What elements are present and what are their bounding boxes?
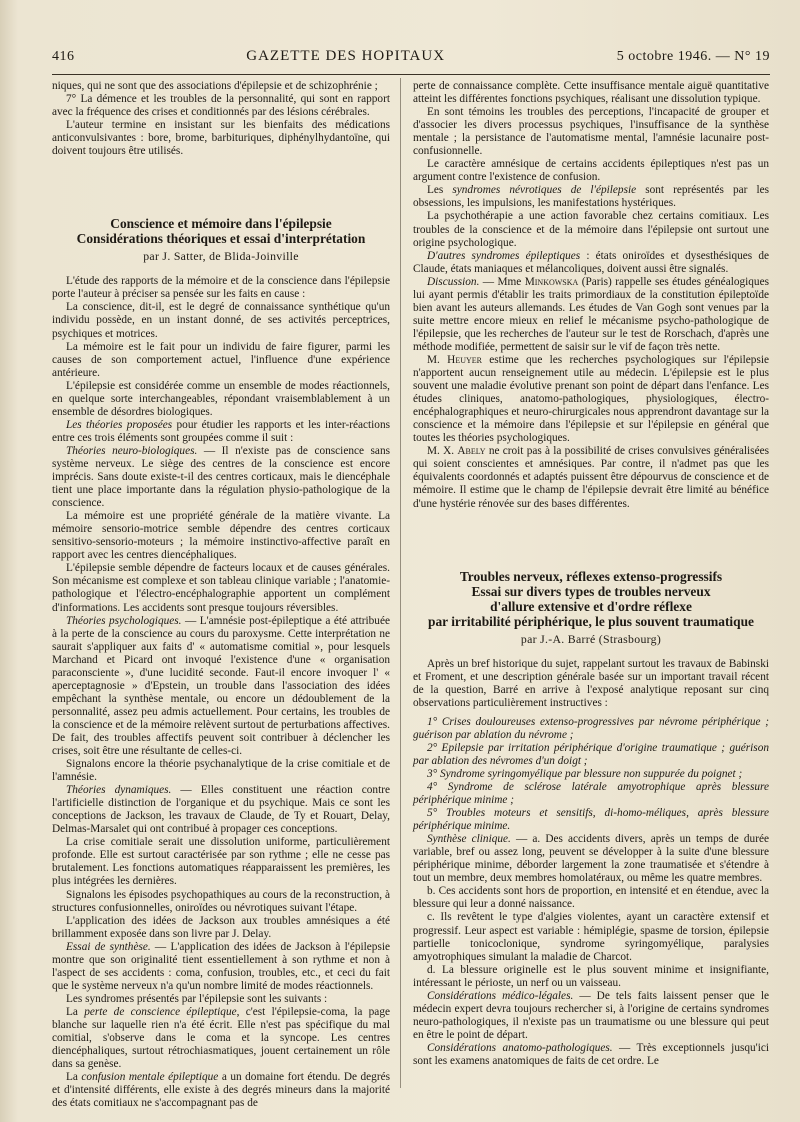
person-name: Minkowska (524, 275, 579, 288)
paragraph-text: — De tels faits laissent penser que le médecin expert devra toujours rechercher si, à l'origine de certains syndromes neuro-pathologiques, il n'existe pas un traumatisme ou une blessure qui peut en être le point de départ. (413, 989, 769, 1041)
paragraph-text: — Elles constituent une réaction contre l'artificielle distinction de l'organique et du psychique. Mais ce sont les conceptions de Jackson, les travaux de Claude, de Ty et Rouart, Delay, Delmas-Marsalet qui ont contribué à propager ces conceptions. (52, 784, 390, 836)
paragraph: Après un bref historique du sujet, rappelant surtout les travaux de Babinski et Froment, et une description générale basée sur un important travail récent de la question, Barré en arrive à l'exposé analytique reposant sur cinq observations particulièrement instructives : (413, 657, 769, 709)
paragraph: La conscience, dit-il, est le degré de connaissance synthétique qu'un individu possède, en un instant donné, de ses activités perceptrices, psychiques et motrices. (52, 301, 390, 340)
paragraph (52, 784, 390, 836)
right-column (413, 80, 769, 1068)
emphasis: syndromes névrotiques de l'épilepsie (452, 184, 637, 197)
article-title-line: Troubles nerveux, réflexes extenso-progressifs (459, 568, 723, 584)
article-title-line: Conscience et mémoire dans l'épilepsie (110, 216, 332, 232)
paragraph-text: estime que les recherches psychologiques sur l'épilepsie n'apportent aucun renseignement utile au médecin. L'épilepsie est le plus souvent une maladie évolutive prenant son point de départ dans l'enfance. Les études cliniques, anatomo-pathologiques, physiologiques, électro-encéphalographiques et neuro-chirurgicales nous apprendront davantage sur la conscience et la mémoire dans l'épilepsie et sur l'épilepsie en général que toutes les théories psychologiques. (413, 353, 769, 445)
section-heading: Synthèse clinique. (427, 833, 511, 846)
paragraph (413, 276, 769, 354)
list-item (413, 768, 769, 781)
paragraph (413, 445, 769, 510)
page-number: 416 (52, 49, 75, 64)
paragraph (52, 445, 390, 510)
section-heading: Considérations médico-légales. (427, 989, 574, 1002)
paragraph-text: M. X. (427, 445, 458, 458)
paragraph-text: — a. Des accidents divers, après un temps de durée variable, bref ou assez long, peuvent se développer à la suite d'une blessure périphérique minime, déborder largement la zone traumatisée et s'étendre à tout un membre, deux membres homolatéraux, ou même les quatre membres. (413, 833, 769, 885)
article-title-line: par irritabilité périphérique, le plus souvent traumatique (428, 613, 754, 629)
section-heading: Théories dynamiques. (66, 784, 172, 797)
paragraph: Le caractère amnésique de certains accidents épileptiques n'est pas un argument contre l'existence de confusion. (413, 158, 769, 184)
paragraph: perte de connaissance complète. Cette insuffisance mentale aiguë quantitative atteint les différentes fonctions psychiques, réalisant une dissolution typique. (413, 80, 769, 106)
article-author: par J.-A. Barré (Strasbourg) (520, 631, 662, 646)
paragraph: Les syndromes présentés par l'épilepsie sont les suivants : (66, 992, 328, 1005)
paragraph: L'application des idées de Jackson aux troubles amnésiques a été brillamment exposée dans son livre par J. Delay. (52, 914, 390, 940)
article-title-line: Considérations théoriques et essai d'interprétation (76, 231, 366, 247)
list-item-text: 3° Syndrome syringomyélique par blessure non suppurée du poignet ; (427, 767, 743, 780)
section-heading: Considérations anatomo-pathologiques. (427, 1041, 613, 1054)
paragraph: L'épilepsie est considérée comme un ensemble de modes réactionnels, en quelque sorte interchangeables, répondant vraisemblablement à un ensemble de désordres biologiques. (52, 379, 390, 418)
person-name: Heuyer (447, 353, 482, 366)
paragraph (413, 833, 769, 885)
paragraph-text: La (66, 1005, 85, 1018)
paragraph: La mémoire est une propriété générale de la matière vivante. La mémoire sensorio-motrice semble dépendre des centres corticaux sensitivo-sensorio-moteurs ; la mémoire instinctivo-affective paraît en rapport avec les centres diencéphaliques. (52, 510, 390, 562)
paragraph: En sont témoins les troubles des perceptions, l'incapacité de grouper et d'associer les divers processus psychiques, l'insuffisance de la synthèse mentale ; la persistance de l'automatisme mental, l'amnésie lacunaire post-confusionnelle. (413, 106, 769, 158)
article-title (52, 216, 390, 246)
paragraph (52, 941, 390, 993)
list-item-text: 1° Crises douloureuses extenso-progressives par névrome périphérique ; guérison par ablation du névrome ; (413, 715, 769, 741)
paragraph-text: , c'est l'épilepsie-coma, la page blanche sur laquelle rien n'a été écrit. Elle n'est pas spécifique du mal comitial, s'observe dans le coma et la syncope. Les centres diencéphaliques, surtout rétrochiasmatiques, jouent certainement un rôle dans sa genèse. (52, 1005, 390, 1071)
list-item (413, 807, 769, 833)
emphasis: confusion mentale épileptique (81, 1071, 219, 1084)
paragraph: d. La blessure originelle est le plus souvent minime et insignifiante, intéressant le périoste, un nerf ou un vaisseau. (413, 963, 769, 989)
paragraph: L'étude des rapports de la mémoire et de la conscience dans l'épilepsie porte l'auteur à préciser sa pensée sur les faits en cause : (52, 275, 390, 301)
person-name: Abely (457, 445, 486, 458)
emphasis: D'autres syndromes épileptiques (427, 249, 581, 262)
paragraph (52, 419, 390, 445)
article-author: par J. Satter, de Blida-Joinville (143, 249, 299, 264)
paragraph (413, 354, 769, 445)
paragraph-text: M. (427, 353, 448, 366)
list-item-text: 2° Epilepsie par irritation périphérique d'origine traumatique ; guérison par ablation des névromes d'un doigt ; (413, 741, 769, 767)
section-heading: Théories neuro-biologiques. (66, 444, 198, 457)
paragraph (52, 615, 390, 759)
paragraph-text: — Mme (479, 275, 525, 288)
section-heading: Essai de synthèse. (66, 940, 151, 953)
paragraph-text: a un domaine fort étendu. De degrés et d'intensité différents, elle existe à des degrés mineurs dans la majorité des états comitiaux ne s'accompagnant pas de (52, 1071, 390, 1110)
paragraph: La mémoire est le fait pour un individu de faire figurer, parmi les causes de son comportement actuel, l'influence d'une expérience antérieure. (52, 340, 390, 379)
paragraph-text: pour étudier les rapports et les inter-réactions entre ces trois éléments sont groupées comme il suit : (52, 418, 390, 444)
paragraph: L'auteur termine en insistant sur les bienfaits des médications anticonvulsivantes : bore, brome, barbituriques, diphénylhydantoïne, qui doivent toujours être utilisés. (52, 119, 390, 158)
paragraph-text: : états oniroïdes et dysesthésiques de Claude, états maniaques et mélancoliques, doivent aussi être signalés. (413, 249, 769, 275)
paragraph-text: — L'amnésie post-épileptique a été attribuée à la perte de la conscience au cours du paroxysme. Cette interprétation ne saurait s'appliquer aux faits d' « automatisme comitial », pour lesquels Marchand et Picard ont invoqué l'existence d'une « organisation paraconsciente », d'une lucidité seconde. Faut-il encore invoquer l' « aperceptagnosie » d'Epstein, un trouble dans l'association des idées empêchant la synthèse mentale, ou encore un dédoublement de la personnalité, assez peu admis actuellement. Pour certains, les troubles de la conscience et de la mémoire relèvent surtout de perturbations affectives. De fait, des troubles affectifs peuvent soit contribuer à déclencher les crises, soit être une résultante de celles-ci. (52, 614, 390, 758)
issue-date: 5 octobre 1946. — N° 19 (616, 49, 770, 64)
paragraph: Signalons les épisodes psychopathiques au cours de la reconstruction, à structures confusionnelles, oniroïdes ou névrotiques suivant l'étape. (52, 888, 390, 914)
emphasis: Les théories proposées (66, 418, 173, 431)
paragraph: La psychothérapie a une action favorable chez certains comitiaux. Les troubles de la conscience et de la mémoire dans l'épilepsie ont surtout une origine psychologique. (413, 210, 769, 249)
paragraph (52, 1071, 390, 1110)
paragraph: Signalons encore la théorie psychanalytique de la crise comitiale et de l'amnésie. (52, 758, 390, 784)
list-item-text: 5° Troubles moteurs et sensitifs, di-homo-méliques, après blessure périphérique minime. (413, 807, 769, 833)
paragraph-text: Les (427, 184, 453, 197)
list-item (413, 781, 769, 807)
paragraph-text: — L'application des idées de Jackson à l'épilepsie montre que son originalité tient essentiellement à son rythme et non à l'aspect de ses accidents : coma, confusion, troubles, etc., et ceci du fait que le système nerveux n'a qu'un nombre limité de modes réactionnels. (52, 940, 390, 992)
paragraph (413, 1042, 769, 1068)
paragraph-text: (Paris) rappelle ses études généalogiques lui ayant permis d'établir les traits primordiaux de la constitution épileptoïde bien avant les auteurs allemands. Les études de Van Gogh sont venues par la suite mettre encore mieux en relief le mécanisme psycho-pathologique de l'épilepsie, que les recherches de l'auteur sur le test de Rorschach, d'après une méthode modifiée, permettent de saisir sur le vif de façon très nette. (413, 275, 769, 353)
paragraph: b. Ces accidents sont hors de proportion, en intensité et en étendue, avec la blessure qui leur a donné naissance. (413, 885, 769, 911)
section-heading: Théories psychologiques. (66, 614, 182, 627)
paragraph-text: — Très exceptionnels jusqu'ici sont les examens anatomiques de faits de cet ordre. Le (413, 1041, 769, 1067)
column-divider (400, 78, 401, 1088)
paragraph-text: ne croit pas à la possibilité de crises convulsives généralisées qui soient conscientes et amnésiques. Par contre, il n'admet pas que les équivalents coordonnés et adaptés puissent être dépourvus de conscience et de mémoire. Il estime que le champ de l'épilepsie devrait être limité au bénéfice d'une hystérie rénovée sur des bases différentes. (413, 445, 770, 510)
emphasis: perte de conscience épileptique (84, 1005, 237, 1018)
paragraph: c. Ils revêtent le type d'algies violentes, ayant un caractère extensif et progressif. Leur aspect est variable : hémiplégie, spasme de torsion, épilepsie partielle tonicoclonique, syndrome syringomyélique, paralysies amyotrophiques simulant la maladie de Charcot. (413, 911, 769, 963)
list-item (413, 716, 769, 742)
article-title (413, 569, 769, 629)
left-column (52, 80, 390, 1110)
section-heading: Discussion. (427, 275, 480, 288)
paragraph: La crise comitiale serait une dissolution uniforme, particulièrement profonde. Elle est surtout caractérisée par son rythme ; elle ne cesse pas brutalement. Les fonctions automatiques réapparaissent les premières, les plus intégrées les dernières. (52, 836, 390, 888)
article-title-line: Essai sur divers types de troubles nerveux (471, 583, 711, 599)
list-item (413, 742, 769, 768)
page-header (52, 48, 770, 75)
paragraph (413, 250, 769, 276)
paragraph (413, 184, 769, 210)
article-title-line: d'allure extensive et d'ordre réflexe (490, 598, 692, 614)
paragraph (413, 990, 769, 1042)
journal-title: GAZETTE DES HOPITAUX (246, 48, 446, 64)
paragraph-text: — Il n'existe pas de conscience sans système nerveux. Le siège des centres de la conscience est encore imprécis. Sans doute existe-t-il des centres corticaux, mais le diencéphale tient une place importante dans la régulation physio-pathologique de la conscience. (52, 444, 390, 510)
paragraph (52, 1006, 390, 1071)
paragraph-text: sont représentés par les obsessions, les impulsions, les manifestations hystériques. (413, 184, 769, 210)
list-item-text: 4° Syndrome de sclérose latérale amyotrophique après blessure périphérique minime ; (413, 781, 769, 807)
paragraph: 7° La démence et les troubles de la personnalité, qui sont en rapport avec la fréquence des crises et conditionnés par des lésions cérébrales. (52, 93, 390, 119)
paragraph: niques, qui ne sont que des associations d'épilepsie et de schizophrénie ; (52, 80, 378, 92)
paragraph-text: La (66, 1071, 82, 1084)
paragraph: L'épilepsie semble dépendre de facteurs locaux et de causes générales. Son mécanisme est complexe et son tableau clinique variable ; l'anatomie-pathologique et l'électro-encéphalographie apportent un complément d'informations. Les accidents sont presque toujours réversibles. (52, 562, 390, 614)
